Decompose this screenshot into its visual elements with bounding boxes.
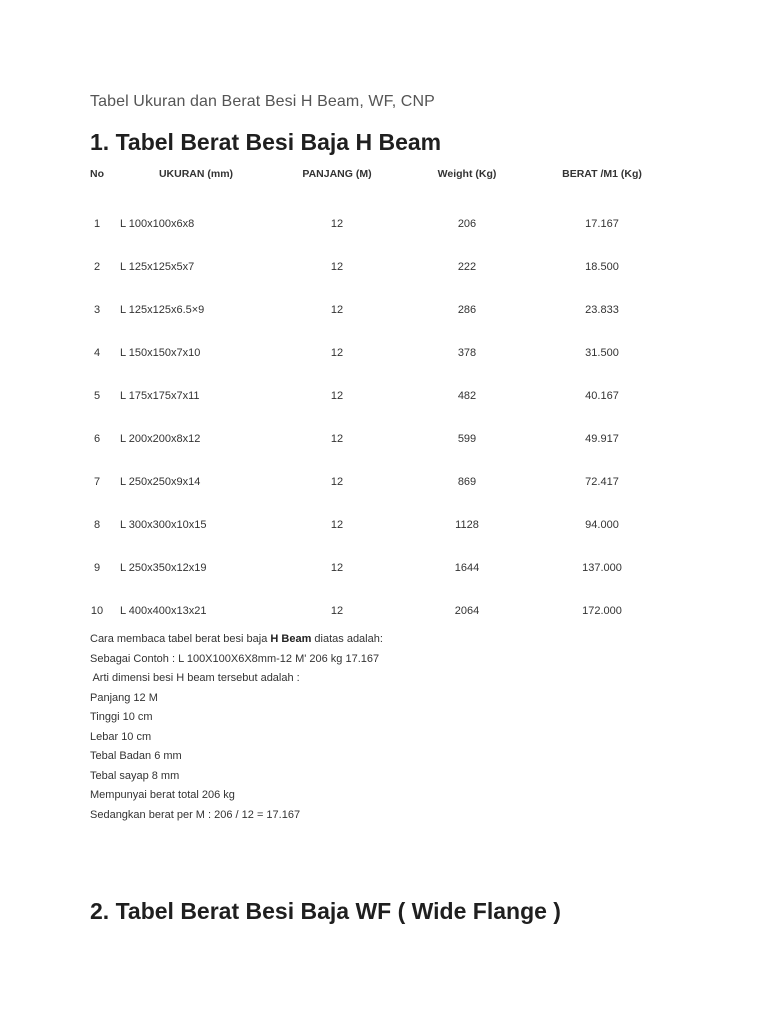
cell-weight-per-meter: 49.917 <box>585 432 619 445</box>
cell-weight-per-meter: 137.000 <box>582 561 622 574</box>
header-weight: Weight (Kg) <box>437 168 497 180</box>
table-row <box>82 331 682 374</box>
table-row <box>82 546 682 589</box>
cell-length: 12 <box>330 518 344 531</box>
intro-text-bold: H Beam <box>270 633 312 645</box>
table-row <box>82 288 682 331</box>
cell-no: 2 <box>93 260 101 273</box>
cell-no: 4 <box>93 346 101 359</box>
explanation-line: Tebal sayap 8 mm <box>90 769 180 782</box>
cell-size: L 250x250x9x14 <box>120 475 201 488</box>
table-row <box>82 417 682 460</box>
table-row <box>82 503 682 546</box>
cell-no: 1 <box>93 217 101 230</box>
cell-size: L 200x200x8x12 <box>120 432 201 445</box>
cell-weight: 1644 <box>454 561 480 574</box>
table-row <box>82 374 682 417</box>
cell-weight-per-meter: 172.000 <box>582 604 622 617</box>
cell-weight-per-meter: 40.167 <box>585 389 619 402</box>
cell-weight: 482 <box>457 389 477 402</box>
cell-weight: 1128 <box>455 518 479 531</box>
header-no: No <box>90 168 104 180</box>
table-row <box>82 245 682 288</box>
cell-length: 12 <box>330 432 344 445</box>
cell-size: L 250x350x12x19 <box>120 561 207 574</box>
cell-weight: 2064 <box>454 604 480 617</box>
cell-weight: 222 <box>457 260 477 273</box>
cell-weight: 286 <box>457 303 477 316</box>
table-row <box>82 202 682 245</box>
cell-length: 12 <box>330 561 344 574</box>
table-row <box>82 460 682 503</box>
cell-no: 6 <box>93 432 101 445</box>
cell-weight-per-meter: 23.833 <box>585 303 619 316</box>
intro-text-after: diatas adalah: <box>311 633 383 645</box>
explanation-line: Mempunyai berat total 206 kg <box>90 789 235 801</box>
cell-weight: 599 <box>457 432 477 445</box>
document-title: Tabel Ukuran dan Berat Besi H Beam, WF, CNP <box>90 93 435 110</box>
table-body <box>82 202 682 632</box>
cell-size: L 175x175x7x11 <box>120 389 200 402</box>
cell-weight: 869 <box>457 475 477 488</box>
cell-weight-per-meter: 31.500 <box>585 346 619 359</box>
cell-weight-per-meter: 18.500 <box>585 260 619 273</box>
cell-length: 12 <box>330 303 344 316</box>
header-length: PANJANG (M) <box>302 168 372 180</box>
cell-length: 12 <box>330 475 344 488</box>
cell-no: 7 <box>93 475 101 488</box>
cell-weight-per-meter: 94.000 <box>585 518 619 531</box>
cell-weight-per-meter: 72.417 <box>585 475 619 488</box>
explanation-line: Sedangkan berat per M : 206 / 12 = 17.167 <box>90 808 301 821</box>
cell-no: 8 <box>93 518 101 531</box>
h-beam-weight-table <box>82 160 682 632</box>
explanation-line: Arti dimensi besi H beam tersebut adalah : <box>90 672 300 684</box>
explanation-intro <box>90 630 383 650</box>
explanation-line: Sebagai Contoh : L 100X100X6X8mm-12 M' 206 kg 17.167 <box>90 652 380 665</box>
cell-weight-per-meter: 17.167 <box>585 217 619 230</box>
explanation-line: Tebal Badan 6 mm <box>90 750 182 762</box>
explanation-line: Tinggi 10 cm <box>90 711 153 723</box>
cell-size: L 400x400x13x21 <box>120 604 207 617</box>
cell-no: 5 <box>93 389 101 402</box>
section-heading-h-beam: 1. Tabel Berat Besi Baja H Beam <box>90 129 442 155</box>
cell-length: 12 <box>330 217 344 230</box>
header-size: UKURAN (mm) <box>158 168 234 180</box>
cell-length: 12 <box>330 346 344 359</box>
cell-no: 9 <box>93 561 101 574</box>
cell-length: 12 <box>330 604 344 617</box>
cell-size: L 125x125x6.5×9 <box>120 303 205 316</box>
intro-text-before: Cara membaca tabel berat besi baja <box>90 633 271 645</box>
explanation-line: Panjang 12 M <box>90 691 158 704</box>
cell-size: L 300x300x10x15 <box>120 518 207 531</box>
cell-weight: 206 <box>457 217 477 230</box>
cell-size: L 150x150x7x10 <box>120 346 201 359</box>
cell-length: 12 <box>330 260 344 273</box>
cell-size: L 100x100x6x8 <box>120 217 195 230</box>
cell-size: L 125x125x5x7 <box>120 260 195 273</box>
section-heading-wf: 2. Tabel Berat Besi Baja WF ( Wide Flange ) <box>90 898 561 924</box>
cell-length: 12 <box>330 389 344 402</box>
table-row <box>82 589 682 632</box>
cell-weight: 378 <box>457 346 477 359</box>
cell-no: 10 <box>90 604 104 617</box>
table-header-row <box>82 160 682 188</box>
reading-explanation <box>90 630 383 825</box>
explanation-line: Lebar 10 cm <box>90 730 152 743</box>
header-weight-per-meter: BERAT /M1 (Kg) <box>562 168 642 180</box>
cell-no: 3 <box>93 303 101 316</box>
